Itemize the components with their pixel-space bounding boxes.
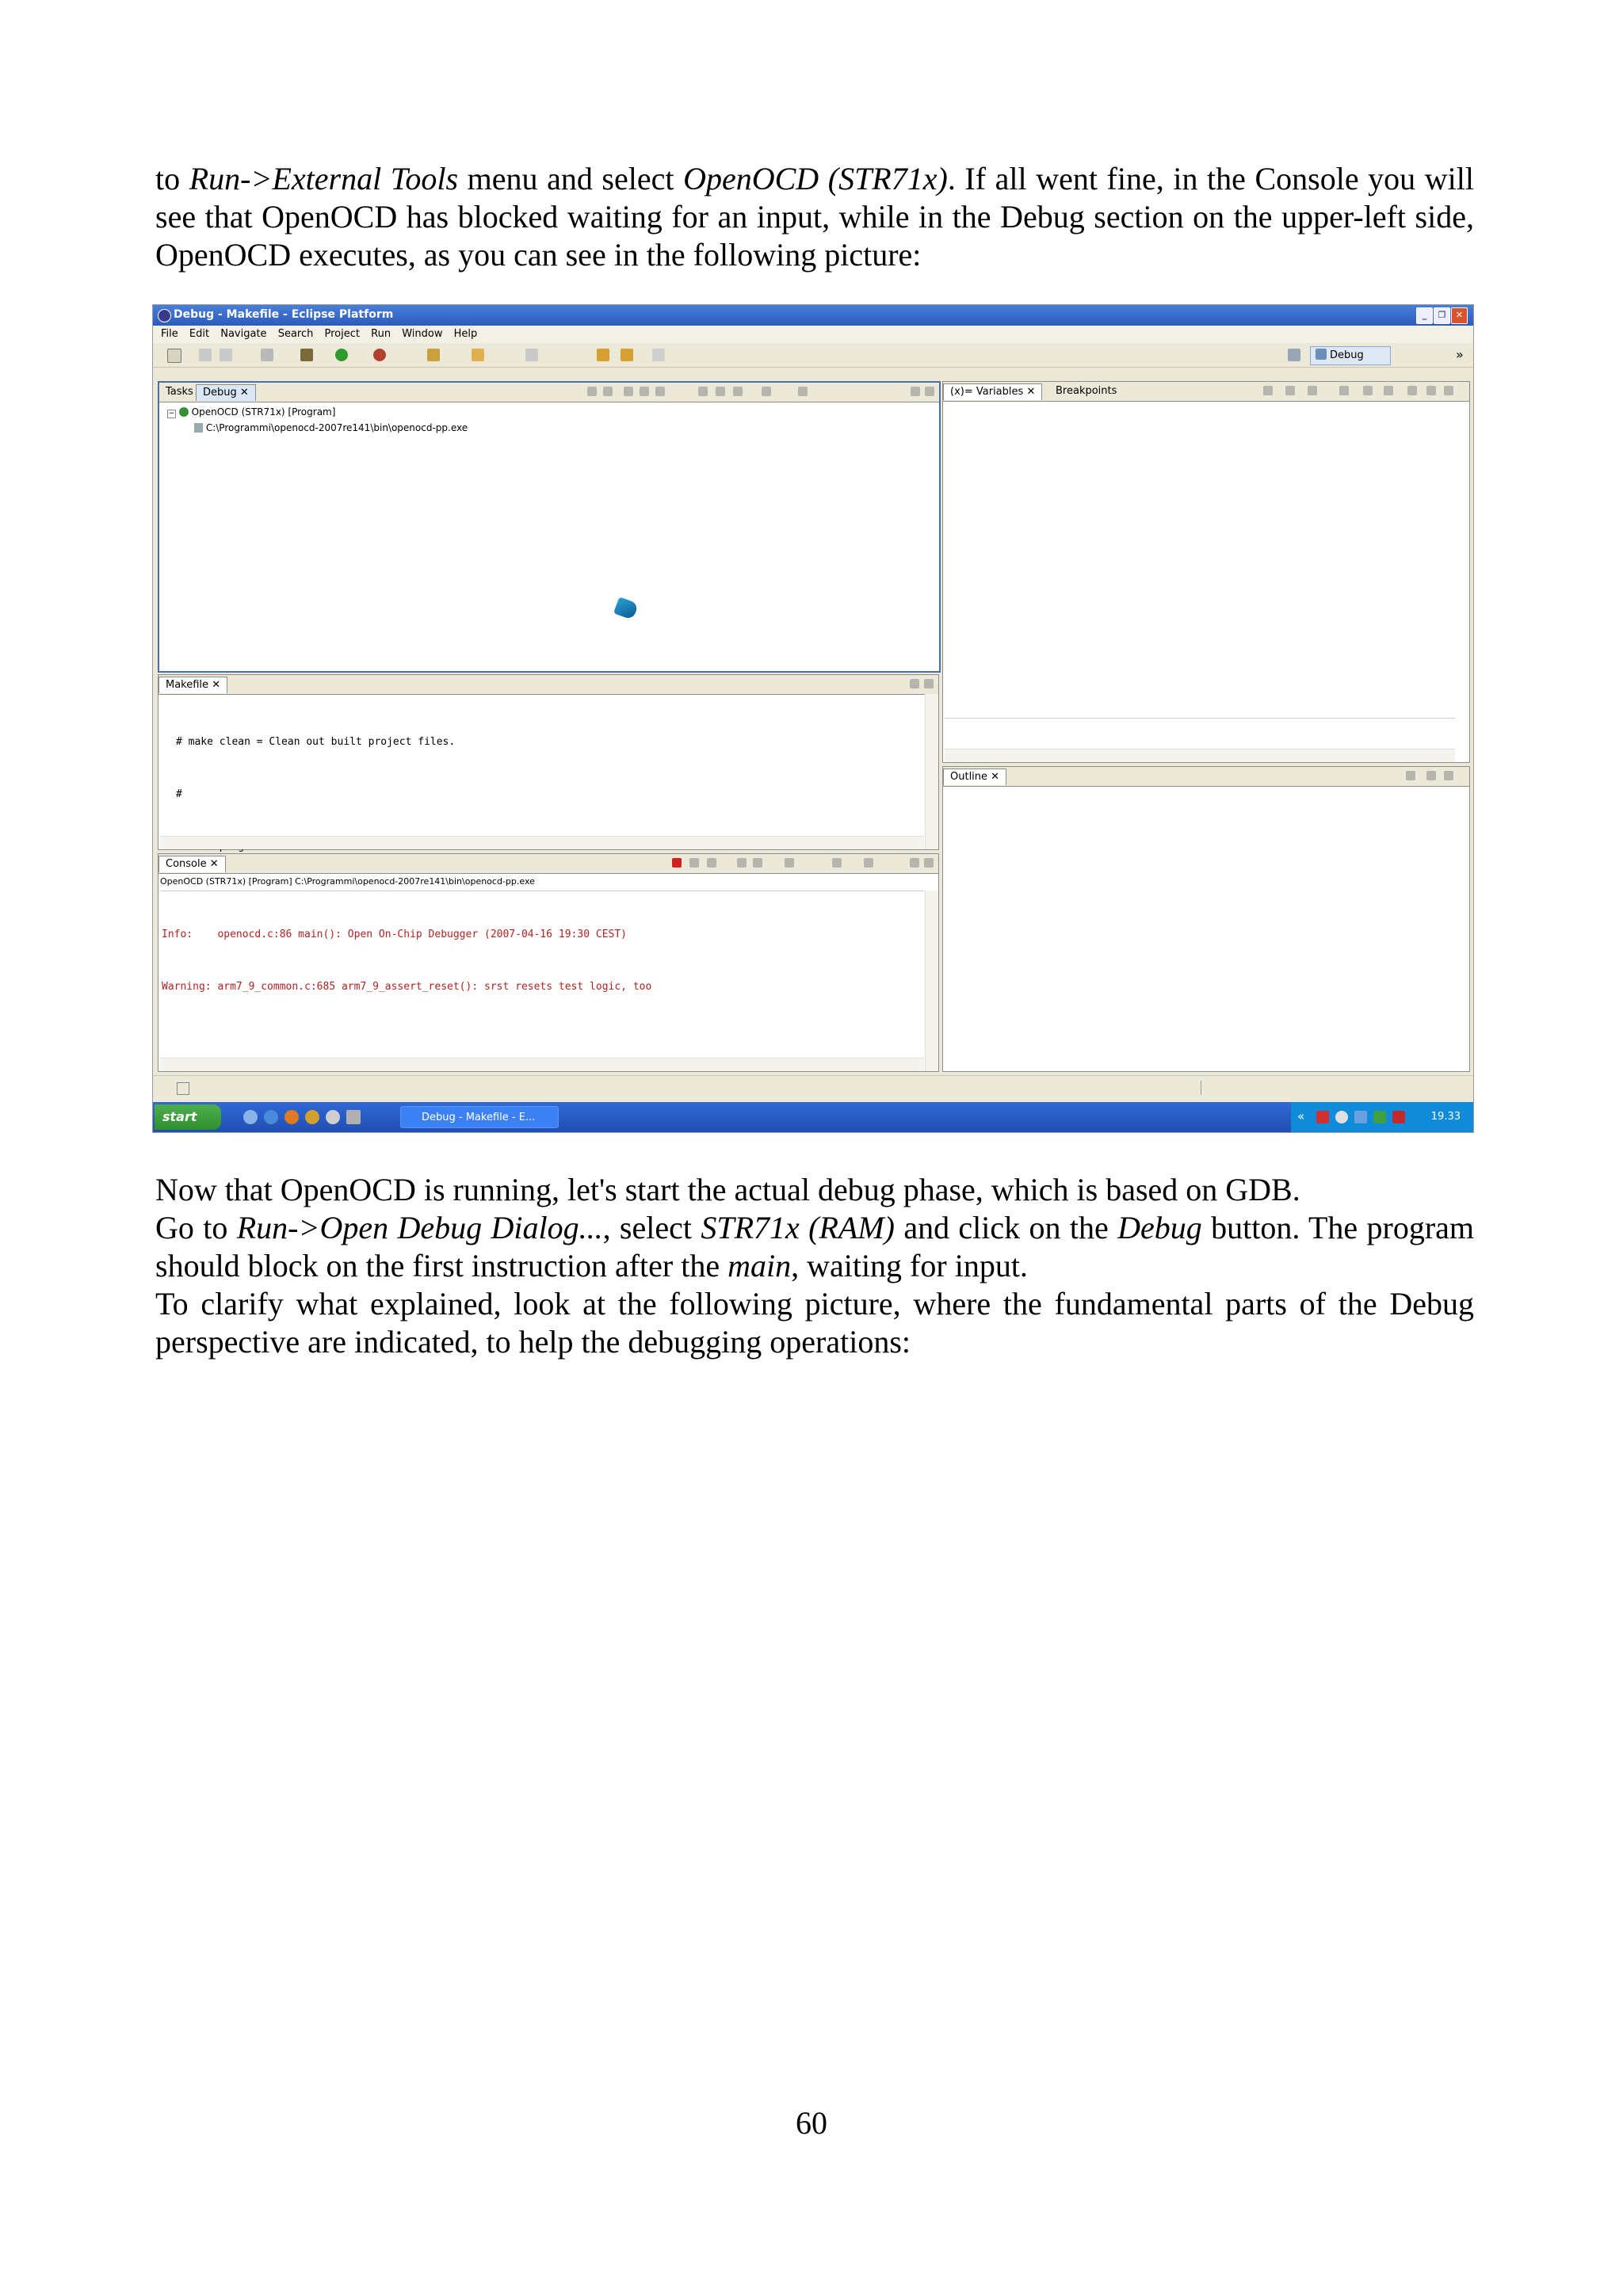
remove-all-icon[interactable] xyxy=(707,858,716,868)
close-icon[interactable]: ✕ xyxy=(239,387,249,399)
annotation-icon[interactable] xyxy=(525,349,538,361)
network-icon[interactable] xyxy=(1316,1111,1329,1123)
eclipse-icon xyxy=(158,309,171,322)
clear-console-icon[interactable] xyxy=(737,858,747,868)
text: to xyxy=(155,161,189,196)
tool-name: OpenOCD (STR71x) xyxy=(683,161,948,196)
console-output[interactable] xyxy=(160,891,924,1057)
minimize-icon[interactable] xyxy=(1426,386,1436,395)
process-icon xyxy=(194,423,203,433)
tab-outline[interactable] xyxy=(943,769,1006,785)
sort-icon[interactable] xyxy=(1406,771,1415,780)
launch-icon xyxy=(179,407,189,417)
build-icon[interactable] xyxy=(261,349,273,361)
collapse-all-icon[interactable] xyxy=(1308,386,1317,395)
terminate-icon[interactable] xyxy=(655,387,665,396)
add-global-icon[interactable] xyxy=(1285,386,1295,395)
tray-icon[interactable] xyxy=(1392,1111,1405,1123)
back-icon[interactable] xyxy=(621,349,633,361)
close-icon[interactable]: ✕ xyxy=(991,771,1000,783)
debug-view xyxy=(158,381,941,673)
tab-outline-label: Outline xyxy=(950,771,988,783)
perspective-debug-button[interactable] xyxy=(1310,346,1391,365)
status-bar xyxy=(153,1075,1473,1100)
debug-view-tabs xyxy=(159,383,939,402)
scroll-lock-icon[interactable] xyxy=(753,858,762,868)
windows-taskbar xyxy=(153,1102,1473,1132)
resume-icon[interactable] xyxy=(624,387,633,396)
desktop-icon[interactable] xyxy=(346,1110,361,1124)
tray-chevron-icon[interactable]: « xyxy=(1297,1109,1305,1123)
minimize-icon[interactable] xyxy=(910,858,919,868)
taskbar-eclipse-button[interactable] xyxy=(400,1106,559,1128)
disconnect-icon[interactable] xyxy=(587,387,597,396)
instruction-step-icon[interactable] xyxy=(762,387,771,396)
open-console-icon[interactable] xyxy=(864,858,873,868)
wrench-icon[interactable] xyxy=(427,349,440,361)
tab-console[interactable] xyxy=(158,856,226,872)
eclipse-screenshot xyxy=(152,304,1474,1133)
button-name: Debug xyxy=(1117,1210,1202,1245)
open-perspective-icon[interactable] xyxy=(1288,349,1300,361)
menu-navigate[interactable]: Navigate xyxy=(220,328,267,340)
maximize-icon[interactable] xyxy=(1444,386,1453,395)
paragraph-intro xyxy=(155,160,1474,274)
maximize-icon[interactable] xyxy=(925,387,934,396)
debug-icon[interactable] xyxy=(300,349,313,361)
view-menu-icon[interactable] xyxy=(1407,386,1417,395)
perspective-label: Debug xyxy=(1330,349,1364,361)
tab-debug-label: Debug xyxy=(203,387,237,399)
horizontal-scrollbar[interactable] xyxy=(160,1058,924,1071)
minimize-icon[interactable] xyxy=(911,387,920,396)
step-over-icon[interactable] xyxy=(716,387,725,396)
main-toolbar xyxy=(153,343,1473,368)
vertical-scrollbar[interactable] xyxy=(925,694,938,849)
minimize-button[interactable]: _ xyxy=(1416,307,1433,324)
view-menu-icon[interactable] xyxy=(798,387,808,396)
chevron-icon[interactable]: » xyxy=(1456,347,1464,362)
fast-view-icon[interactable] xyxy=(177,1082,189,1095)
menu-path: Run->External Tools xyxy=(189,161,459,196)
remove-launch-icon[interactable] xyxy=(689,858,699,868)
tab-debug[interactable] xyxy=(196,384,256,401)
tab-makefile[interactable] xyxy=(158,677,227,693)
menu-file[interactable]: File xyxy=(161,328,178,340)
close-icon[interactable]: ✕ xyxy=(1026,386,1036,398)
open-folder-icon[interactable] xyxy=(472,349,484,361)
text: menu and select xyxy=(458,161,684,196)
function-name: main xyxy=(727,1248,792,1283)
maximize-icon[interactable] xyxy=(924,679,934,688)
last-edit-icon[interactable] xyxy=(597,349,609,361)
terminate-icon[interactable] xyxy=(672,858,682,868)
collapse-icon[interactable]: − xyxy=(168,410,175,418)
text: . If all went fine, in the Console you will see that OpenOCD has blocked waiting for an input, while in the Debug section on the upper-left side, OpenOCD executes, as you can see in the following picture: xyxy=(155,161,1474,273)
minimize-icon[interactable] xyxy=(1426,771,1436,780)
horizontal-scrollbar[interactable] xyxy=(945,749,1455,762)
clock: 19.33 xyxy=(1430,1111,1461,1123)
tab-variables[interactable] xyxy=(943,383,1042,400)
menu-search[interactable]: Search xyxy=(277,328,314,340)
makefile-view-tabs xyxy=(158,675,938,695)
tree-child-item[interactable] xyxy=(194,422,468,433)
minimize-icon[interactable] xyxy=(910,679,919,688)
ie-icon[interactable] xyxy=(264,1110,278,1124)
console-view-tabs xyxy=(158,854,938,874)
step-into-icon[interactable] xyxy=(698,387,708,396)
quicklaunch-icon[interactable] xyxy=(243,1110,258,1124)
maximize-icon[interactable] xyxy=(924,858,934,868)
line-open-debug xyxy=(155,1209,1474,1285)
app-icon[interactable] xyxy=(305,1110,319,1124)
config-name: STR71x (RAM) xyxy=(701,1210,895,1245)
text: , select xyxy=(602,1210,701,1245)
new-icon[interactable] xyxy=(167,349,181,363)
remove-icon[interactable] xyxy=(1363,386,1373,395)
close-icon[interactable]: ✕ xyxy=(209,858,219,870)
firefox-icon[interactable] xyxy=(285,1110,299,1124)
run-icon[interactable] xyxy=(335,349,348,361)
text: button. The program should block on the first instruction after the xyxy=(155,1210,1475,1283)
tab-breakpoints[interactable]: Breakpoints xyxy=(1056,385,1117,397)
outline-view xyxy=(942,766,1470,1072)
remove-terminated-icon[interactable] xyxy=(603,387,613,396)
menu-help[interactable]: Help xyxy=(453,328,478,340)
tab-console-label: Console xyxy=(166,858,207,870)
outline-view-tabs xyxy=(943,767,1469,787)
mouse-cursor-icon xyxy=(613,597,639,620)
remove-all-icon[interactable] xyxy=(1384,386,1393,395)
console-view xyxy=(158,853,939,1072)
close-icon[interactable]: ✕ xyxy=(212,679,221,691)
forward-icon[interactable] xyxy=(652,349,665,361)
tree-root-item[interactable] xyxy=(167,406,335,418)
tree-child-label: C:\Programmi\openocd-2007re141\bin\openocd-pp.exe xyxy=(205,422,468,433)
tray-icon[interactable] xyxy=(1373,1111,1386,1123)
variables-view-tabs xyxy=(943,382,1469,402)
variables-view xyxy=(942,381,1470,763)
menu-path: Run->Open Debug Dialog... xyxy=(236,1210,603,1245)
menubar xyxy=(153,326,1473,343)
text: Go to xyxy=(155,1210,237,1245)
menu-run[interactable]: Run xyxy=(371,328,391,340)
external-tools-icon[interactable] xyxy=(373,349,386,361)
tray-icon[interactable] xyxy=(1354,1111,1367,1123)
maximize-icon[interactable] xyxy=(1444,771,1453,780)
code-line: # xyxy=(176,788,182,800)
menu-edit[interactable]: Edit xyxy=(189,328,210,340)
suspend-icon[interactable] xyxy=(640,387,649,396)
tab-makefile-label: Makefile xyxy=(166,679,209,691)
horizontal-scrollbar[interactable] xyxy=(160,836,924,849)
bug-icon xyxy=(1316,349,1327,360)
close-button[interactable]: ✕ xyxy=(1451,307,1468,324)
system-tray xyxy=(1291,1102,1473,1132)
menu-project[interactable]: Project xyxy=(324,328,360,340)
variables-icon: (x)= xyxy=(950,386,973,398)
text: and click on the xyxy=(894,1210,1118,1245)
code-line: # make clean = Clean out built project files. xyxy=(176,736,456,748)
vertical-scrollbar[interactable] xyxy=(925,891,938,1071)
show-type-icon[interactable] xyxy=(1263,386,1273,395)
console-line: Warning: arm7_9_common.c:685 arm7_9_assert_reset(): srst resets test logic, too xyxy=(162,981,652,993)
console-header: OpenOCD (STR71x) [Program] C:\Programmi\openocd-2007re141\bin\openocd-pp.exe xyxy=(160,876,535,887)
page-number: 60 xyxy=(796,2105,827,2141)
tray-icon[interactable] xyxy=(1335,1111,1348,1123)
app-icon[interactable] xyxy=(326,1110,340,1124)
start-label: start xyxy=(162,1109,197,1124)
line-clarify: To clarify what explained, look at the following picture, where the fundamental parts of the Debug perspective are indicated, to help the debugging operations: xyxy=(155,1286,1474,1360)
text: , waiting for input. xyxy=(791,1248,1028,1283)
detail-pane[interactable] xyxy=(945,718,1455,742)
console-line: Info: openocd.c:86 main(): Open On-Chip Debugger (2007-04-16 19:30 CEST) xyxy=(162,929,627,940)
print-icon[interactable] xyxy=(220,349,232,361)
line-running: Now that OpenOCD is running, let's start the actual debug phase, which is based on GDB. xyxy=(155,1172,1300,1207)
step-return-icon[interactable] xyxy=(733,387,743,396)
window-title: Debug - Makefile - Eclipse Platform xyxy=(174,308,394,321)
restore-button[interactable]: ❐ xyxy=(1434,307,1450,324)
paragraph-debug-steps xyxy=(155,1171,1474,1361)
window-titlebar xyxy=(153,305,1473,326)
start-button[interactable] xyxy=(155,1104,221,1130)
format-icon[interactable] xyxy=(1339,386,1349,395)
save-icon[interactable] xyxy=(199,349,212,361)
tab-tasks[interactable]: Tasks xyxy=(166,386,193,398)
tree-root-label: OpenOCD (STR71x) [Program] xyxy=(191,406,336,418)
makefile-view xyxy=(158,674,939,850)
pin-console-icon[interactable] xyxy=(785,858,794,868)
task-button-label: Debug - Makefile - E... xyxy=(422,1112,536,1123)
menu-window[interactable]: Window xyxy=(402,328,443,340)
display-console-icon[interactable] xyxy=(832,858,842,868)
tab-variables-label: Variables xyxy=(976,386,1024,398)
